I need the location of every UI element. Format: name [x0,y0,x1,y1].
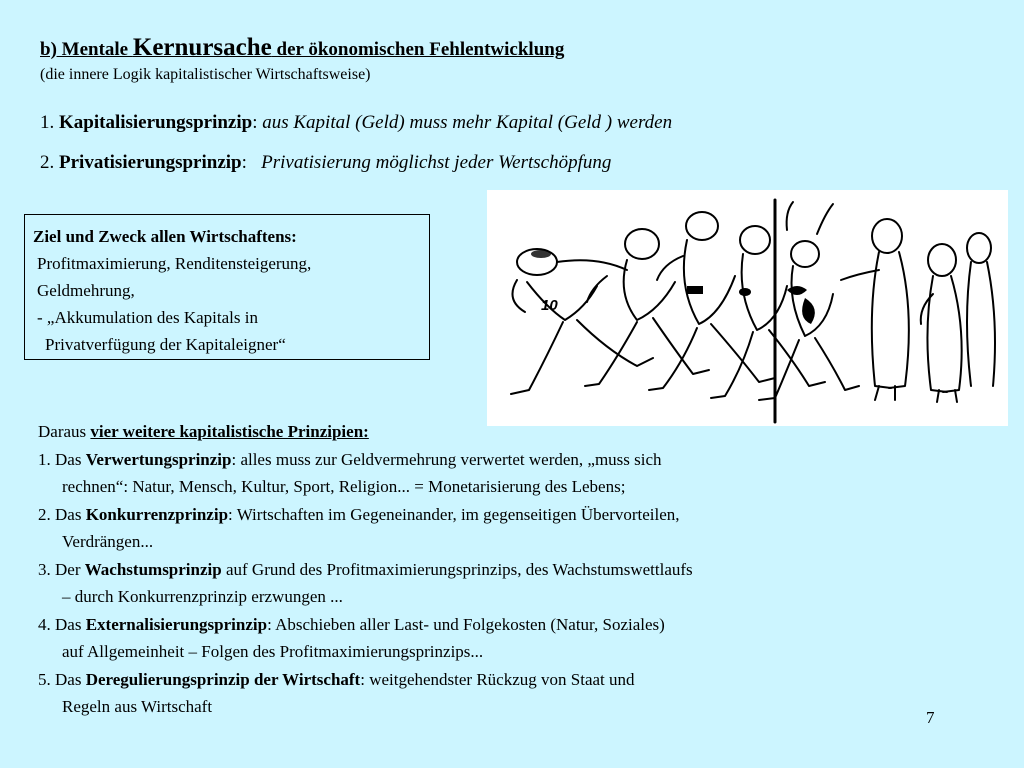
goal-box-heading: Ziel und Zweck allen Wirtschaftens: [33,227,297,246]
principle-number: 2. [40,152,59,173]
principle-item-2 [40,152,611,174]
item-name: Deregulierungsprinzip der Wirtschaft [85,669,361,689]
principle-item-1 [40,112,672,134]
list-item [38,501,978,529]
goal-box-line: Profitmaximierung, Renditensteigerung, [37,254,312,273]
list-item [38,556,978,584]
item-name: Konkurrenzprinzip [85,504,229,524]
item-prefix: 5. Das [38,669,86,689]
slide-subtitle: (die innere Logik kapitalistischer Wirtschaftsweise) [40,66,371,83]
principle-name: Kapitalisierungsprinzip [59,112,253,133]
derived-intro-text: Daraus [38,422,91,441]
item-prefix: 3. Der [38,559,85,579]
item-prefix: 2. Das [38,504,86,524]
goal-box-line: Privatverfügung der Kapitaleigner“ [45,335,286,354]
item-name: Externalisierungsprinzip [85,614,268,634]
title-keyword: Kernursache [132,34,272,61]
item-prefix: 4. Das [38,614,86,634]
principle-description: aus Kapital (Geld) muss mehr Kapital (Geld ) werden [262,112,673,133]
runners-race-cartoon-icon [487,190,1008,426]
list-item [38,611,978,639]
item-text: auf Grund des Profitmaximierungsprinzips, des Wachstumswettlaufs [221,559,693,579]
item-text: : weitgehendster Rückzug von Staat und [360,669,635,689]
derived-intro [38,418,978,446]
item-name: Verwertungsprinzip [85,449,232,469]
goal-box-line: - „Akkumulation des Kapitals in [37,308,258,327]
page-number: 7 [926,708,935,727]
item-text: : Abschieben aller Last- und Folgekosten (Natur, Soziales) [267,614,665,634]
list-item [38,666,978,694]
item-text: : alles muss zur Geldvermehrung verwertet werden, „muss sich [231,449,662,469]
principle-name: Privatisierungsprinzip [59,152,242,173]
jersey-number: 10 [541,297,558,314]
goal-box [24,214,430,360]
list-item [38,446,978,474]
title-prefix: b) Mentale [40,39,133,60]
derived-intro-heading: vier weitere kapitalistische Prinzipien: [90,422,369,441]
item-text: : Wirtschaften im Gegeneinander, im gegenseitigen Übervorteilen, [228,504,680,524]
principle-number: 1. [40,112,59,133]
principle-description: Privatisierung möglichst jeder Wertschöpfung [261,152,612,173]
principle-separator: : [252,112,263,133]
title-suffix: der ökonomischen Fehlentwicklung [271,39,565,60]
list-item-continuation: Regeln aus Wirtschaft [62,697,213,716]
goal-box-line: Geldmehrung, [37,281,135,300]
list-item-continuation: Verdrängen... [62,532,154,551]
list-item-continuation: rechnen“: Natur, Mensch, Kultur, Sport, Religion... = Monetarisierung des Lebens; [62,477,626,496]
item-name: Wachstumsprinzip [84,559,222,579]
principle-separator: : [241,152,262,173]
item-prefix: 1. Das [38,449,86,469]
cartoon-drawing [487,190,1008,426]
derived-principles [38,418,978,721]
list-item-continuation: auf Allgemeinheit – Folgen des Profitmaximierungsprinzips... [62,642,484,661]
list-item-continuation: – durch Konkurrenzprinzip erzwungen ... [62,587,343,606]
slide-title [40,34,564,62]
